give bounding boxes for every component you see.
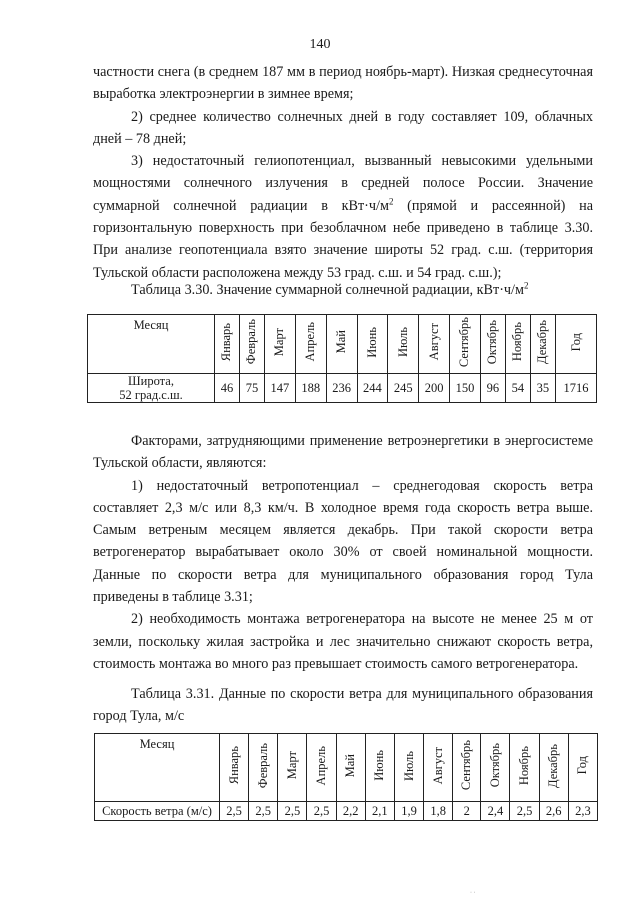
table2-cell: 2 bbox=[453, 802, 481, 821]
table1-month: Ноябрь bbox=[505, 315, 530, 374]
table2-cell: 2,4 bbox=[481, 802, 510, 821]
table1-month-year: Год bbox=[556, 315, 597, 374]
paragraph-heliopotential bbox=[93, 150, 593, 284]
table1-month: Июнь bbox=[357, 315, 388, 374]
table2-cell: 2,5 bbox=[307, 802, 336, 821]
table1-month: Сентябрь bbox=[450, 315, 481, 374]
table1-row-label: Широта, 52 град.с.ш. bbox=[88, 374, 215, 403]
table2-month: Август bbox=[424, 734, 453, 802]
table2-cell: 2,1 bbox=[365, 802, 394, 821]
table1-cell: 54 bbox=[505, 374, 530, 403]
table2-cell: 2,5 bbox=[510, 802, 539, 821]
table2-row-label: Скорость ветра (м/с) bbox=[95, 802, 220, 821]
table2-cell: 2,6 bbox=[539, 802, 568, 821]
superscript-2: 2 bbox=[388, 196, 394, 207]
paragraph-wind-potential: 1) недостаточный ветропотенциал – среднегодовая скорость ветра составляет 2,3 м/с или 8,3 км/ч. В холодное время года скорость ветра выше. Самым ветреным месяцем является декабрь. При такой скорости ветра ветрогенератор вырабатывает около 30% от своей номинальной мощности. Данные по скорости ветра для муниципального образования город Тула приведены в таблице 3.31; bbox=[93, 477, 593, 606]
table2-month: Сентябрь bbox=[453, 734, 481, 802]
table2-month: Июль bbox=[394, 734, 423, 802]
paragraph-wind-factors: Факторами, затрудняющими применение ветроэнергетики в энергосистеме Тульской области, являются: bbox=[93, 433, 593, 472]
table2-cell: 2,5 bbox=[278, 802, 307, 821]
table2-data-row bbox=[95, 802, 598, 821]
table2-month-year: Год bbox=[568, 734, 597, 802]
paragraph-sunny-days: 2) среднее количество солнечных дней в году составляет 109, облачных дней – 78 дней; bbox=[93, 108, 593, 147]
table1-caption-text: Таблица 3.30. Значение суммарной солнечной радиации, кВт·ч/м bbox=[131, 282, 524, 298]
table1-cell: 200 bbox=[419, 374, 450, 403]
table1-month: Январь bbox=[215, 315, 240, 374]
table2-caption: Таблица 3.31. Данные по скорости ветра для муниципального образования город Тула, м/с bbox=[93, 686, 593, 725]
paragraph-snow: частности снега (в среднем 187 мм в период ноябрь-март). Низкая среднесуточная выработка электроэнергии в зимнее время; bbox=[93, 64, 593, 103]
table1-month: Июль bbox=[388, 315, 419, 374]
table1-month: Август bbox=[419, 315, 450, 374]
table1-row-header: Месяц bbox=[88, 315, 215, 374]
table2-cell: 2,5 bbox=[249, 802, 278, 821]
table1-header-row bbox=[88, 315, 597, 374]
table2-header-row bbox=[95, 734, 598, 802]
table1-cell: 188 bbox=[295, 374, 326, 403]
table1-caption bbox=[131, 279, 601, 301]
solar-radiation-table bbox=[87, 314, 597, 403]
table1-cell: 150 bbox=[450, 374, 481, 403]
table2-month: Май bbox=[336, 734, 365, 802]
heliopotential-text-a: 3) недостаточный гелиопотенциал, вызванный невысокими удельными мощностями солнечного излучения в средней полосе России. Значение суммарной солнечной радиации в кВт·ч/м bbox=[93, 153, 593, 214]
text-block-top bbox=[93, 61, 593, 284]
table1-cell: 35 bbox=[530, 374, 555, 403]
text-block-mid bbox=[93, 430, 593, 675]
table1-caption-sup: 2 bbox=[523, 280, 529, 291]
table1-month: Март bbox=[264, 315, 295, 374]
table1-cell: 96 bbox=[480, 374, 505, 403]
table2-cell: 2,5 bbox=[220, 802, 249, 821]
table2-caption-block bbox=[93, 683, 593, 728]
table1-cell: 244 bbox=[357, 374, 388, 403]
table1-cell: 1716 bbox=[556, 374, 597, 403]
table2-month: Июнь bbox=[365, 734, 394, 802]
table2-month: Январь bbox=[220, 734, 249, 802]
scan-speck: · · bbox=[470, 890, 476, 896]
table1-caption-block bbox=[131, 279, 601, 301]
table1-cell: 46 bbox=[215, 374, 240, 403]
table1-cell: 147 bbox=[264, 374, 295, 403]
table1-month: Май bbox=[326, 315, 357, 374]
table2-cell: 2,2 bbox=[336, 802, 365, 821]
wind-speed-table bbox=[94, 733, 598, 821]
table2-month: Апрель bbox=[307, 734, 336, 802]
table2-cell: 1,8 bbox=[424, 802, 453, 821]
table2-month: Март bbox=[278, 734, 307, 802]
table2-cell: 1,9 bbox=[394, 802, 423, 821]
table2-cell: 2,3 bbox=[568, 802, 597, 821]
paragraph-mounting: 2) необходимость монтажа ветрогенератора на высоте не менее 25 м от земли, поскольку жилая застройка и лес значительно снижают скорость ветра, стоимость монтажа во много раз превышает стоимость самого ветрогенератора. bbox=[93, 611, 593, 672]
table1-month: Декабрь bbox=[530, 315, 555, 374]
table1-cell: 236 bbox=[326, 374, 357, 403]
heliopotential-text-b: (прямой и рассеянной) на горизонтальную поверхность при безоблачном небе приведено в таблице 3.30. При анализе геопотенциала взято значение широты 52 град. с.ш. (территория Тульской области расположена между 53 град. с.ш. и 54 град. с.ш.); bbox=[93, 197, 593, 281]
table1-month: Февраль bbox=[239, 315, 264, 374]
table1-data-row bbox=[88, 374, 597, 403]
table2-month: Октябрь bbox=[481, 734, 510, 802]
table1-cell: 75 bbox=[239, 374, 264, 403]
table1-cell: 245 bbox=[388, 374, 419, 403]
table1-month: Апрель bbox=[295, 315, 326, 374]
table1-month: Октябрь bbox=[480, 315, 505, 374]
table2-row-header: Месяц bbox=[95, 734, 220, 802]
table2-month: Ноябрь bbox=[510, 734, 539, 802]
table2-month: Декабрь bbox=[539, 734, 568, 802]
table2-month: Февраль bbox=[249, 734, 278, 802]
page-number: 140 bbox=[309, 37, 331, 52]
